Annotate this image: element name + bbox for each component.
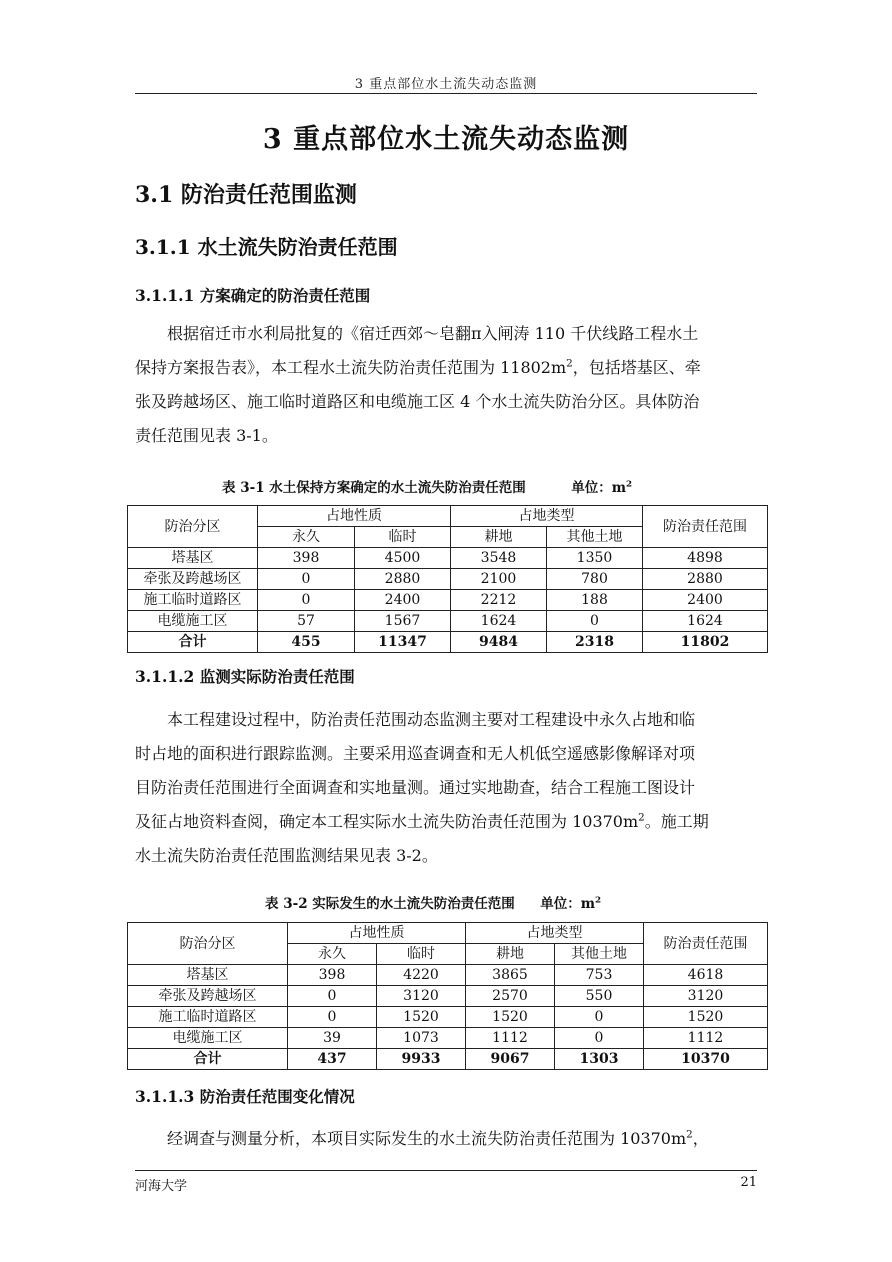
cell-farmland: 2570 [466,986,555,1007]
cell-other: 0 [547,611,643,632]
cell-scope: 11802 [643,632,768,653]
cell-temporary: 11347 [355,632,451,653]
cell-farmland: 1624 [451,611,547,632]
cell-farmland: 1520 [466,1007,555,1028]
cell-temporary: 1073 [377,1028,466,1049]
cell-other: 1350 [547,548,643,569]
caption-text: 表 3-1 水土保持方案确定的水土流失防治责任范围 [222,480,526,496]
paragraph-line: 时占地的面积进行跟踪监测。主要采用巡查调查和无人机低空遥感影像解译对项 [135,744,696,763]
text-run: ， [692,1129,709,1148]
cell-permanent: 39 [288,1028,377,1049]
cell-farmland: 3865 [466,965,555,986]
header-other-land: 其他土地 [547,527,643,548]
table-header-row [128,506,768,527]
unit-label: 单位：m [540,896,595,912]
page-number: 21 [740,1175,757,1190]
table-total-row [128,1049,768,1070]
table-row [128,986,768,1007]
cell-permanent: 455 [258,632,355,653]
table-2-caption [265,892,601,912]
cell-scope: 1112 [644,1028,768,1049]
text-run: 保持方案报告表》，本工程水土流失防治责任范围为 11802m [135,358,567,377]
header-occupation: 占地性质 [258,506,451,527]
paragraph-line: 本工程建设过程中，防治责任范围动态监测主要对工程建设中永久占地和临 [167,710,696,729]
cell-farmland: 2212 [451,590,547,611]
header-scope: 防治责任范围 [644,923,768,965]
cell-scope: 1520 [644,1007,768,1028]
cell-farmland: 9484 [451,632,547,653]
caption-text: 表 3-2 实际发生的水土流失防治责任范围 [265,896,515,912]
header-land-type: 占地类型 [466,923,644,944]
table-1 [127,505,768,653]
header-zone: 防治分区 [128,506,258,548]
paragraph-line: 水土流失防治责任范围监测结果见表 3-2。 [135,846,438,865]
cell-temporary: 2400 [355,590,451,611]
table-2 [127,922,768,1070]
cell-other: 0 [555,1028,644,1049]
table-row [128,965,768,986]
cell-permanent: 57 [258,611,355,632]
paragraph-line [135,1122,757,1156]
cell-scope: 4898 [643,548,768,569]
cell-scope: 2880 [643,569,768,590]
paragraph-3 [135,1122,757,1156]
table-header-row [128,923,768,944]
header-permanent: 永久 [258,527,355,548]
cell-farmland: 3548 [451,548,547,569]
table-1-caption [222,476,632,496]
header-other-land: 其他土地 [555,944,644,965]
header-occupation: 占地性质 [288,923,466,944]
cell-other: 780 [547,569,643,590]
section-heading-3-1-1: 3.1.1 水土流失防治责任范围 [135,235,398,259]
paragraph-line: 根据宿迁市水利局批复的《宿迁西郊～皂翻π入闸涛 110 千伏线路工程水土 [167,324,699,343]
cell-permanent: 0 [288,986,377,1007]
header-farmland: 耕地 [466,944,555,965]
cell-farmland: 1112 [466,1028,555,1049]
unit-label: 单位：m [571,480,626,496]
cell-farmland: 9067 [466,1049,555,1070]
text-run: ，包括塔基区、牵 [572,358,701,377]
paragraph-2 [135,703,757,873]
cell-permanent: 0 [258,590,355,611]
section-heading-3-1: 3.1 防治责任范围监测 [135,182,357,208]
header-rule [135,93,757,94]
section-heading-3-1-1-1: 3.1.1.1 方案确定的防治责任范围 [135,286,371,305]
cell-other: 2318 [547,632,643,653]
table-total-row [128,632,768,653]
cell-permanent: 398 [258,548,355,569]
superscript: 2 [566,357,573,370]
table-row [128,569,768,590]
cell-other: 1303 [555,1049,644,1070]
cell-temporary: 2880 [355,569,451,590]
header-temporary: 临时 [377,944,466,965]
cell-farmland: 2100 [451,569,547,590]
cell-other: 0 [555,1007,644,1028]
superscript: 2 [638,811,645,824]
table-row [128,1028,768,1049]
cell-temporary: 9933 [377,1049,466,1070]
cell-zone: 塔基区 [128,548,258,569]
footer-institution: 河海大学 [135,1179,188,1194]
superscript: 2 [626,479,633,490]
cell-zone: 合计 [128,1049,288,1070]
cell-scope: 4618 [644,965,768,986]
running-header: 3 重点部位水土流失动态监测 [354,77,538,92]
footer-rule [135,1170,757,1171]
text-run: 。施工期 [644,812,709,831]
cell-other: 550 [555,986,644,1007]
cell-temporary: 1567 [355,611,451,632]
cell-scope: 1624 [643,611,768,632]
cell-zone: 电缆施工区 [128,611,258,632]
header-land-type: 占地类型 [451,506,643,527]
table-row [128,611,768,632]
table-row [128,590,768,611]
cell-zone: 牵张及跨越场区 [128,986,288,1007]
superscript: 2 [686,1128,693,1141]
cell-temporary: 4500 [355,548,451,569]
cell-zone: 合计 [128,632,258,653]
table-row [128,1007,768,1028]
paragraph-line [135,805,757,839]
text-run: 及征占地资料查阅，确定本工程实际水土流失防治责任范围为 10370m [135,812,639,831]
cell-temporary: 1520 [377,1007,466,1028]
header-zone: 防治分区 [128,923,288,965]
chapter-title: 3 重点部位水土流失动态监测 [262,124,630,155]
section-heading-3-1-1-3: 3.1.1.3 防治责任范围变化情况 [135,1087,355,1106]
text-run: 经调查与测量分析，本项目实际发生的水土流失防治责任范围为 10370m [167,1129,687,1148]
cell-zone: 施工临时道路区 [128,590,258,611]
section-heading-3-1-1-2: 3.1.1.2 监测实际防治责任范围 [135,667,355,686]
header-temporary: 临时 [355,527,451,548]
cell-other: 753 [555,965,644,986]
cell-zone: 牵张及跨越场区 [128,569,258,590]
cell-zone: 塔基区 [128,965,288,986]
table-row [128,548,768,569]
paragraph-1 [135,317,757,453]
cell-permanent: 0 [288,1007,377,1028]
cell-temporary: 4220 [377,965,466,986]
cell-zone: 施工临时道路区 [128,1007,288,1028]
paragraph-line: 目防治责任范围进行全面调查和实地量测。通过实地勘查，结合工程施工图设计 [135,778,696,797]
cell-other: 188 [547,590,643,611]
header-permanent: 永久 [288,944,377,965]
cell-permanent: 437 [288,1049,377,1070]
paragraph-line [135,351,757,385]
cell-temporary: 3120 [377,986,466,1007]
paragraph-line: 责任范围见表 3-1。 [135,426,278,445]
header-scope: 防治责任范围 [643,506,768,548]
cell-zone: 电缆施工区 [128,1028,288,1049]
superscript: 2 [595,895,602,906]
paragraph-line: 张及跨越场区、施工临时道路区和电缆施工区 4 个水土流失防治分区。具体防治 [135,392,700,411]
header-farmland: 耕地 [451,527,547,548]
cell-scope: 2400 [643,590,768,611]
cell-scope: 3120 [644,986,768,1007]
cell-scope: 10370 [644,1049,768,1070]
cell-permanent: 0 [258,569,355,590]
cell-permanent: 398 [288,965,377,986]
